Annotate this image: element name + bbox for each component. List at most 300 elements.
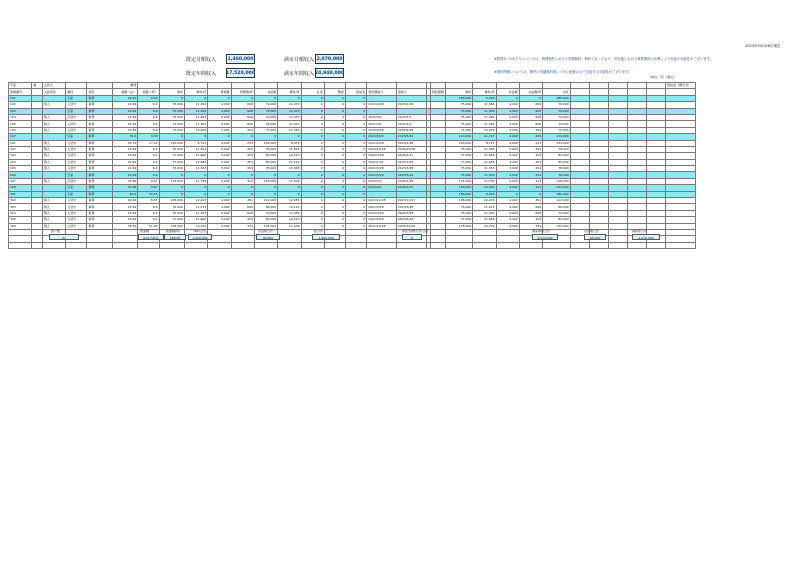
table-cell: 4,000 [496, 108, 519, 114]
table-cell: 契約期間 [431, 89, 444, 94]
table-cell: 0 [254, 134, 277, 140]
table-cell: 0 [324, 204, 345, 210]
table-cell [430, 242, 445, 248]
table-cell: 75,000 [445, 166, 473, 172]
table-cell: 75,000 [445, 114, 473, 120]
table-cell: 2020/4/28 [367, 153, 397, 159]
table-cell [208, 242, 231, 248]
footer-count-value: 21 [49, 234, 79, 240]
table-cell: 4,000 [208, 114, 231, 120]
table-cell: 606 [519, 204, 542, 210]
table-cell: 2021/2/28 [367, 140, 397, 146]
table-cell: 事務 [87, 204, 112, 210]
table-cell: 個人 [42, 153, 65, 159]
table-cell: 2022/3/28 [367, 210, 397, 216]
table-cell: 78,000 [543, 166, 571, 172]
table-cell: 3,000 [208, 217, 231, 223]
table-cell: 180,000 [543, 95, 571, 101]
table-cell: 180,000 [445, 191, 473, 197]
table-cell: 0 [324, 166, 345, 172]
table-cell: 0 [324, 198, 345, 204]
table-cell: 0 [278, 172, 301, 178]
table-cell: 12,202 [278, 178, 301, 184]
table-cell: 個人 [42, 178, 65, 184]
table-cell: 3,000 [208, 127, 231, 133]
table-cell: 0 [324, 178, 345, 184]
table-cell: 108,000 [159, 198, 184, 204]
table-cell: 150,000 [445, 140, 473, 146]
table-cell [301, 242, 324, 248]
table-cell [346, 242, 367, 248]
table-row-empty [9, 242, 696, 248]
table-cell: 事務 [87, 121, 112, 127]
table-cell: 78,000 [543, 146, 571, 152]
table-cell: 0 [208, 172, 231, 178]
table-cell: 更新日 [396, 89, 426, 95]
table-cell: 11,364 [184, 121, 207, 127]
table-cell: 606 [519, 210, 542, 216]
table-cell: 0 [324, 146, 345, 152]
table-cell: 入居中 [66, 153, 87, 159]
rent-roll-table [8, 82, 696, 249]
table-cell [627, 242, 646, 248]
table-cell: 454 [231, 127, 254, 133]
table-cell: 6.6 [138, 108, 159, 114]
table-cell: 56.74 [112, 140, 137, 146]
table-cell: 11,363 [278, 127, 301, 133]
table-cell: 8,974 [278, 140, 301, 146]
table-cell: 12,203 [473, 198, 496, 204]
table-cell: 12,121 [278, 204, 301, 210]
table-cell: 0 [231, 185, 254, 191]
table-cell: 4,000 [496, 178, 519, 184]
table-cell: 11,364 [473, 114, 496, 120]
table-cell: 413 [231, 178, 254, 184]
table-cell: 3,000 [496, 217, 519, 223]
table-cell [324, 242, 345, 248]
table-cell: 号室 [9, 83, 32, 89]
footer-tsubo-value: 188.56 [164, 234, 186, 240]
table-cell: 21.84 [112, 114, 137, 120]
footer-area-label: 総面積 [140, 229, 150, 233]
table-cell: 2023/4/1 [396, 121, 426, 127]
table-cell: 6.6 [138, 127, 159, 133]
table-cell: 80,000 [254, 159, 277, 165]
table-cell: 10,909 [473, 127, 496, 133]
table-cell: 0 [346, 134, 367, 140]
full-yearly-value: 24,948,000 [315, 68, 344, 78]
table-cell: 21.84 [112, 172, 137, 178]
table-cell: 79,000 [543, 108, 571, 114]
table-cell: 0 [519, 95, 542, 101]
table-cell: 事務 [87, 127, 112, 133]
table-cell: 9.26 [138, 95, 159, 101]
table-cell: 保証金 [346, 89, 367, 95]
table-cell: 0 [301, 140, 324, 146]
table-cell: 0 [324, 223, 345, 229]
table-cell [231, 242, 254, 248]
table-cell: 部屋番号 [9, 89, 32, 95]
table-cell: 0 [159, 185, 184, 191]
table-cell: 入居中 [66, 210, 87, 216]
table-cell: 事務 [87, 146, 112, 152]
table-cell: 0 [346, 217, 367, 223]
table-cell: 4,000 [496, 134, 519, 140]
table-cell: 3,000 [496, 172, 519, 178]
table-cell: 112,000 [254, 198, 277, 204]
footer-full-kyoeki-label: 共益費合計 [584, 229, 600, 233]
table-cell: 80,000 [543, 153, 571, 159]
table-cell: 入居中 [66, 140, 87, 146]
table-cell: 233 [231, 140, 254, 146]
table-cell: 4,000 [496, 185, 519, 191]
footer-full-total-label: 満室総合計 [632, 229, 648, 233]
table-cell: 201 [9, 140, 32, 146]
table-cell: 132,000 [254, 223, 277, 229]
table-cell: 103 [9, 108, 32, 114]
table-cell: 30.61 [112, 95, 137, 101]
table-cell: 334 [519, 223, 542, 229]
table-cell: 入居中 [66, 178, 87, 184]
table-cell: 2021/5/24 [367, 172, 397, 178]
table-cell: 75,000 [445, 146, 473, 152]
table-cell: 606 [519, 114, 542, 120]
table-cell: 413 [519, 185, 542, 191]
table-cell: 0 [346, 198, 367, 204]
table-cell: 11,515 [473, 204, 496, 210]
table-cell: 21.84 [112, 153, 137, 159]
table-cell: 306 [9, 223, 32, 229]
table-cell: 204 [9, 159, 32, 165]
table-cell: 454 [231, 146, 254, 152]
table-cell [184, 242, 207, 248]
table-cell: 122,000 [543, 185, 571, 191]
table-cell: 管理費 [208, 89, 231, 95]
table-cell [42, 242, 65, 248]
table-cell: 80,000 [543, 204, 571, 210]
table-cell: 21.84 [112, 217, 137, 223]
table-cell: 0 [278, 95, 301, 101]
table-cell: 6.6 [138, 210, 159, 216]
table-cell: 個人 [42, 223, 65, 229]
table-cell: 2023/5/24 [396, 134, 426, 140]
table-cell: 4,000 [208, 178, 231, 184]
table-cell [32, 242, 43, 248]
table-cell: 11,666 [473, 159, 496, 165]
table-cell: 11.96 [138, 223, 159, 229]
table-cell: 203 [9, 153, 32, 159]
table-cell: 0 [346, 191, 367, 197]
full-monthly-label: 満室月額収入 [284, 57, 315, 63]
table-cell: 個人 [42, 114, 65, 120]
table-cell: 2022/3/1 [367, 178, 397, 184]
table-cell: 426 [519, 134, 542, 140]
table-cell: 0 [301, 166, 324, 172]
table-cell: 6.6 [138, 114, 159, 120]
table-cell: 108,000 [445, 198, 473, 204]
table-cell: 2022/4/1 [367, 185, 397, 191]
table-cell: 3,000 [496, 166, 519, 172]
table-cell: 入居中 [66, 198, 87, 204]
table-cell: 入居中 [66, 166, 87, 172]
table-cell: 118,000 [543, 178, 571, 184]
table-cell [496, 242, 519, 248]
table-cell: 2021/11/28 [367, 198, 397, 204]
table-cell: 12,120 [278, 159, 301, 165]
table-cell: 個人 [42, 146, 65, 152]
table-cell: 11,970 [278, 102, 301, 108]
table-cell: 12,202 [473, 185, 496, 191]
table-cell: 75,000 [445, 102, 473, 108]
table-cell: 4,000 [208, 140, 231, 146]
table-cell: 77,000 [445, 217, 473, 223]
table-cell: 17.16 [138, 140, 159, 146]
table-cell: 2024/3/28 [396, 210, 426, 216]
table-cell: 6.6 [138, 121, 159, 127]
table-cell [445, 242, 473, 248]
table-cell: 78,000 [543, 172, 571, 178]
table-cell: 8,741 [184, 140, 207, 146]
table-cell [66, 242, 87, 248]
table-cell: 0 [301, 204, 324, 210]
table-cell: 2024/2/28 [396, 178, 426, 184]
table-cell: 3,000 [208, 153, 231, 159]
table-cell: 77,000 [159, 217, 184, 223]
table-cell: 0 [301, 172, 324, 178]
table-cell: 80,000 [543, 159, 571, 165]
table-cell: 0 [184, 191, 207, 197]
table-cell [396, 242, 426, 248]
table-cell: 2021/1/31 [367, 159, 397, 165]
table-cell: 共益費 [254, 89, 277, 95]
table-cell [9, 242, 32, 248]
table-cell: 9.67 [138, 185, 159, 191]
table-cell: 3,000 [496, 159, 519, 165]
table-cell: 77,000 [159, 153, 184, 159]
table-cell: 11,363 [184, 210, 207, 216]
table-cell [570, 242, 589, 248]
table-cell: 80,000 [543, 217, 571, 223]
table-cell: 2021/3/1 [367, 114, 397, 120]
table-cell: 2020/9/28 [367, 127, 397, 133]
table-cell: 11,363 [473, 166, 496, 172]
table-cell: 606 [519, 121, 542, 127]
table-cell: 事務 [87, 108, 112, 114]
table-cell [87, 242, 112, 248]
table-cell: 11,789 [473, 178, 496, 184]
table-cell: 4,000 [208, 102, 231, 108]
table-cell: 2023/10/28 [396, 223, 426, 229]
table-cell: 451 [519, 198, 542, 204]
table-cell: 11,364 [473, 108, 496, 114]
table-cell: 75,000 [445, 210, 473, 216]
table-cell: 454 [231, 153, 254, 159]
table-cell: 11,818 [278, 166, 301, 172]
table-cell: 21.84 [112, 159, 137, 165]
table-cell: 205 [9, 166, 32, 172]
table-cell [138, 242, 159, 248]
table-cell: 個人 [42, 159, 65, 165]
table-cell: 入居中 [66, 102, 87, 108]
table-cell: 11,666 [473, 217, 496, 223]
table-cell: 128,000 [445, 223, 473, 229]
table-cell: 0 [496, 191, 519, 197]
table-cell: 4,000 [208, 198, 231, 204]
table-cell: 0 [278, 134, 301, 140]
table-cell: 454 [231, 166, 254, 172]
table-cell: 75,000 [159, 121, 184, 127]
table-cell: 4,000 [208, 210, 231, 216]
table-cell: 0 [324, 159, 345, 165]
table-cell: 303 [9, 204, 32, 210]
table-cell: 305 [9, 217, 32, 223]
table-cell: 0 [301, 159, 324, 165]
table-cell: 個人 [42, 140, 65, 146]
table-cell: 21.84 [112, 146, 137, 152]
table-cell: 76,000 [159, 204, 184, 210]
table-cell: 0 [346, 185, 367, 191]
current-yearly-value: 17,520,000 [226, 68, 255, 78]
table-cell: 0 [324, 95, 345, 101]
table-cell: 2023/3/28 [396, 166, 426, 172]
table-cell: 454 [519, 146, 542, 152]
table-cell: 102 [9, 102, 32, 108]
table-cell: 2020/10/28 [367, 146, 397, 152]
table-cell: 個人 [42, 204, 65, 210]
table-cell: 0 [208, 95, 231, 101]
table-cell: 79,000 [543, 114, 571, 120]
table-cell: 606 [231, 114, 254, 120]
table-cell: 状況 [87, 89, 112, 95]
table-cell: 0 [324, 191, 345, 197]
table-cell: 6.6 [138, 204, 159, 210]
table-cell: 128,000 [159, 223, 184, 229]
table-cell: 0 [324, 134, 345, 140]
table-cell [519, 242, 542, 248]
table-cell: 606 [519, 102, 542, 108]
table-cell: 11,036 [278, 223, 301, 229]
table-cell: 階 [32, 83, 43, 89]
table-cell: 11,364 [473, 146, 496, 152]
table-cell: 11,969 [278, 210, 301, 216]
table-cell: 共益費/坪 [519, 89, 542, 95]
table-cell: 6.6 [138, 172, 159, 178]
table-cell: 11,666 [184, 159, 207, 165]
table-cell: 0 [301, 146, 324, 152]
table-cell: 3,000 [496, 146, 519, 152]
table-cell [473, 242, 496, 248]
table-cell: 空室 [66, 134, 87, 140]
table-cell: 11,363 [473, 210, 496, 216]
table-cell: 454 [519, 153, 542, 159]
table-cell: 0 [184, 185, 207, 191]
table-cell: 個人 [42, 217, 65, 223]
table-cell: 11,666 [184, 217, 207, 223]
current-monthly-value: 1,460,000 [226, 54, 255, 64]
table-cell: 4,000 [496, 204, 519, 210]
table-cell: 0 [346, 102, 367, 108]
table-cell: 事務 [87, 210, 112, 216]
footer-count-label: 総戸数 [51, 229, 61, 233]
table-cell: 12,655 [278, 198, 301, 204]
table-cell: 21.84 [112, 210, 137, 216]
table-cell: 11,666 [473, 153, 496, 159]
table-cell: 75,000 [159, 108, 184, 114]
table-cell: 入居中 [66, 223, 87, 229]
table-cell: 0 [184, 95, 207, 101]
table-cell: 個人 [42, 102, 65, 108]
table-cell: 賃料 [445, 89, 473, 95]
table-cell: 事務 [87, 102, 112, 108]
table-cell: 4,000 [496, 223, 519, 229]
table-cell: 2021/5/28 [367, 204, 397, 210]
table-cell: 76,000 [445, 204, 473, 210]
current-yearly-label: 既定年間収入 [186, 71, 217, 77]
table-cell: 0 [231, 134, 254, 140]
table-cell: 75,000 [159, 114, 184, 120]
table-cell: 0 [301, 102, 324, 108]
table-cell: 80,000 [254, 217, 277, 223]
table-cell: 0 [324, 108, 345, 114]
table-cell: 0 [231, 172, 254, 178]
table-cell: 77,000 [445, 153, 473, 159]
table-cell: 78,000 [254, 146, 277, 152]
table-cell: 0 [301, 127, 324, 133]
table-cell [666, 242, 696, 248]
table-cell [608, 242, 627, 248]
table-cell: 154,000 [543, 140, 571, 146]
table-cell: 606 [231, 204, 254, 210]
table-cell: 11,364 [473, 102, 496, 108]
table-cell: 0 [324, 102, 345, 108]
table-cell: 11,363 [184, 166, 207, 172]
table-cell: 207 [9, 178, 32, 184]
table-cell: 0 [301, 153, 324, 159]
table-cell: 賃料/坪 [184, 89, 207, 95]
table-cell: 事務 [87, 217, 112, 223]
table-cell: 5,200 [473, 95, 496, 101]
table-cell: 606 [231, 121, 254, 127]
table-cell: 0 [324, 114, 345, 120]
table-cell: 334 [231, 223, 254, 229]
table-cell: 606 [519, 108, 542, 114]
note-1: ※賃貸1ヶ月あたりについては、賃貸物件における実績賃料・賃料となっており、所在地における賃貸賃料の水準により変更の可能性がございます。 [494, 57, 713, 61]
table-cell: 空室 [66, 95, 87, 101]
table-cell [159, 242, 184, 248]
table-cell: 0 [496, 95, 519, 101]
table-cell: 75,000 [159, 102, 184, 108]
table-cell: 事務 [87, 198, 112, 204]
table-cell: 21.84 [112, 108, 137, 114]
footer-deposit-value: 0 [402, 234, 422, 240]
footer-full-kyoeki-value: 65,000 [584, 234, 606, 240]
table-cell: 0 [346, 204, 367, 210]
table-cell: 301 [9, 191, 32, 197]
table-cell: 114,000 [543, 134, 571, 140]
table-cell [589, 242, 608, 248]
table-cell: 2021/10/28 [367, 223, 397, 229]
table-cell: 132,000 [543, 223, 571, 229]
table-cell: 個人 [42, 166, 65, 172]
table-cell: 空室 [66, 172, 87, 178]
table-cell: 個人 [42, 210, 65, 216]
table-cell: 79,000 [254, 108, 277, 114]
table-cell: 0 [324, 140, 345, 146]
table-cell: 79,000 [543, 121, 571, 127]
table-cell: 413 [519, 178, 542, 184]
table-cell [647, 242, 666, 248]
table-cell: 29.26 [112, 198, 137, 204]
